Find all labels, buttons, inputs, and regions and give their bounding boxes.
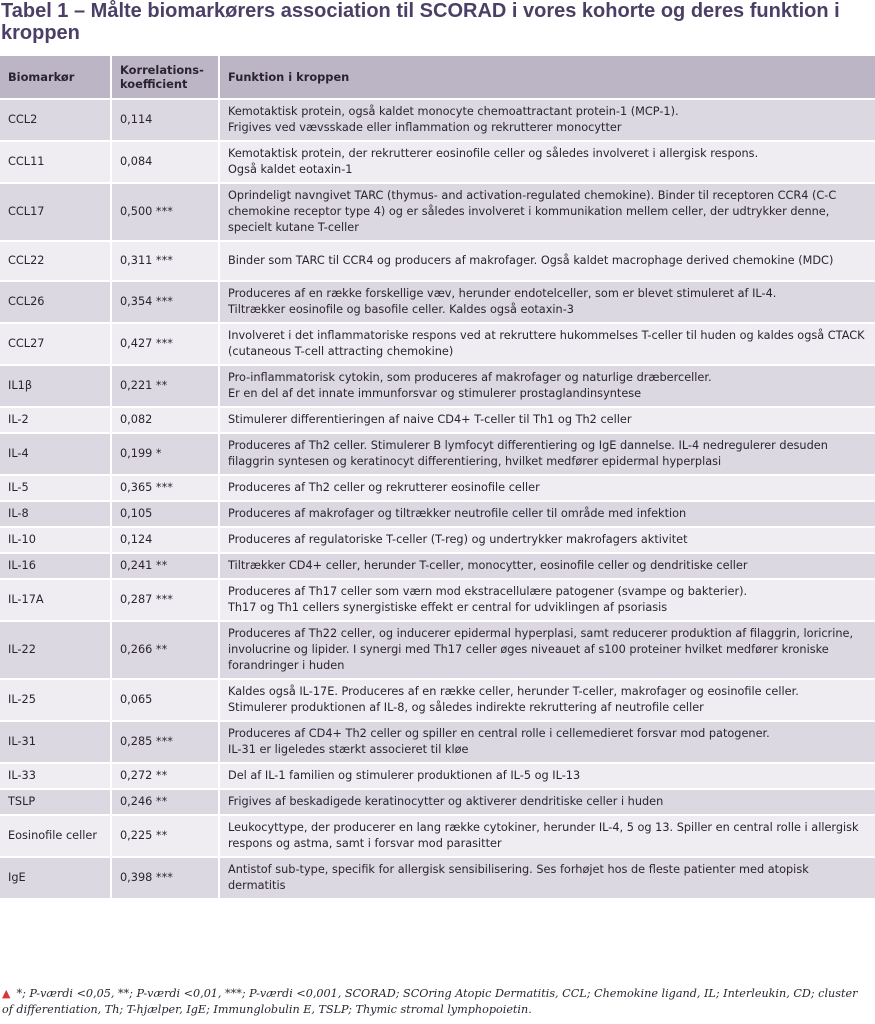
cell-correlation: 0,354 *** [112,282,220,322]
function-line: IL-31 er ligeledes stærkt associeret til kløe [228,743,469,756]
cell-function [220,554,875,578]
cell-function [220,184,875,240]
function-line: Pro-inflammatorisk cytokin, som produceres af makrofager og naturlige dræberceller. [228,371,712,384]
function-line: Produceres af regulatoriske T-celler (T-reg) og undertrykker makrofagers aktivitet [228,533,688,546]
cell-function [220,324,875,364]
cell-correlation: 0,082 [112,408,220,432]
function-line: Produceres af Th17 celler som værn mod ekstracellulære patogener (svampe og bakterier). [228,585,748,598]
cell-correlation: 0,241 ** [112,554,220,578]
table-row [0,184,875,240]
cell-biomarker: TSLP [0,790,112,814]
table-row [0,622,875,678]
function-line: Th17 og Th1 cellers synergistiske effekt er central for udviklingen af psoriasis [228,601,668,614]
table-row [0,722,875,762]
function-line: Produceres af Th2 celler. Stimulerer B lymfocyt differentiering og IgE dannelse. IL-4 nedregulerer desuden filaggrin syntesen og keratinocyt differentiering, hvilket medfører epidermal hyperplasi [228,439,828,468]
function-line: Kemotaktisk protein, også kaldet monocyte chemoattractant protein-1 (MCP-1). [228,105,679,118]
table-row [0,764,875,788]
table-row [0,680,875,720]
header-correlation: Korrelations-koefficient [112,56,220,98]
cell-biomarker: Eosinofile celler [0,816,112,856]
cell-biomarker: IL-17A [0,580,112,620]
footnote [2,986,870,1018]
table-row [0,324,875,364]
cell-function [220,434,875,474]
cell-function [220,790,875,814]
cell-correlation: 0,285 *** [112,722,220,762]
cell-biomarker: IL-4 [0,434,112,474]
function-line: Også kaldet eotaxin-1 [228,163,353,176]
function-line: Produceres af makrofager og tiltrækker neutrofile celler til område med infektion [228,507,687,520]
table-row [0,100,875,140]
function-line: Tiltrækker eosinofile og basofile celler. Kaldes også eotaxin-3 [228,303,574,316]
cell-function [220,476,875,500]
table-row [0,142,875,182]
cell-biomarker: CCL22 [0,242,112,280]
cell-function [220,502,875,526]
cell-function [220,858,875,898]
cell-function [220,722,875,762]
function-line: Involveret i det inflammatoriske respons ved at rekruttere hukommelses T-celler til huden og kaldes også CTACK (cutaneous T-cell attracting chemokine) [228,329,865,358]
cell-biomarker: CCL11 [0,142,112,182]
table-row [0,434,875,474]
function-line: Oprindeligt navngivet TARC (thymus- and activation-regulated chemokine). Binder til receptoren CCR4 (C-C chemokine receptor type 4) og er således involveret i kommunikation mellem celler, der udtrykker denne, specielt kutane T-celler [228,189,837,234]
cell-correlation: 0,221 ** [112,366,220,406]
cell-correlation: 0,084 [112,142,220,182]
table-row [0,528,875,552]
cell-function [220,816,875,856]
function-line: Frigives ved vævsskade eller inflammation og rekrutterer monocytter [228,121,622,134]
cell-function [220,680,875,720]
function-line: Frigives af beskadigede keratinocytter og aktiverer dendritiske celler i huden [228,795,664,808]
table-row [0,476,875,500]
cell-biomarker: IL1β [0,366,112,406]
cell-correlation: 0,105 [112,502,220,526]
cell-correlation: 0,500 *** [112,184,220,240]
cell-correlation: 0,065 [112,680,220,720]
cell-correlation: 0,427 *** [112,324,220,364]
table-row [0,282,875,322]
cell-biomarker: IL-16 [0,554,112,578]
function-line: Stimulerer differentieringen af naive CD4+ T-celler til Th1 og Th2 celler [228,413,632,426]
table-row [0,790,875,814]
cell-function [220,142,875,182]
cell-correlation: 0,266 ** [112,622,220,678]
cell-correlation: 0,287 *** [112,580,220,620]
function-line: Tiltrækker CD4+ celler, herunder T-celler, monocytter, eosinofile celler og dendritiske celler [228,559,748,572]
cell-function [220,408,875,432]
table-row [0,816,875,856]
cell-correlation: 0,124 [112,528,220,552]
function-line: Del af IL-1 familien og stimulerer produktionen af IL-5 og IL-13 [228,769,581,782]
cell-function [220,100,875,140]
footnote-text: *; P-værdi <0,05, **; P-værdi <0,01, ***; P-værdi <0,001, SCORAD; SCOring Atopic Dermatitis, CCL; Chemokine ligand, IL; Interleukin, CD; cluster of differentiation, Th; T-hjælper, IgE; Immunglobulin E, TSLP; Thymic stromal lymphopoietin. [2,987,858,1016]
cell-biomarker: CCL27 [0,324,112,364]
function-line: Produceres af Th2 celler og rekrutterer eosinofile celler [228,481,540,494]
function-line: Produceres af Th22 celler, og inducerer epidermal hyperplasi, samt reducerer produktion af filaggrin, loricrine, involucrine og lipider. I synergi med Th17 celler øges niveauet af s100 proteiner hvilket medfører kroniske forandringer i huden [228,627,854,672]
table-row [0,502,875,526]
function-line: Leukocyttype, der producerer en lang række cytokiner, herunder IL-4, 5 og 13. Spiller en central rolle i allergisk respons og astma, samt i forsvar mod parasitter [228,821,859,850]
cell-biomarker: IL-33 [0,764,112,788]
function-line: Antistof sub-type, specifik for allergisk sensibilisering. Ses forhøjet hos de fleste patienter med atopisk dermatitis [228,863,809,892]
cell-correlation: 0,225 ** [112,816,220,856]
cell-function [220,580,875,620]
biomarker-table [0,54,875,900]
cell-biomarker: IL-8 [0,502,112,526]
table-row [0,580,875,620]
cell-correlation: 0,272 ** [112,764,220,788]
cell-biomarker: CCL17 [0,184,112,240]
cell-biomarker: IL-10 [0,528,112,552]
cell-biomarker: CCL2 [0,100,112,140]
cell-function [220,366,875,406]
cell-function [220,622,875,678]
table-row [0,242,875,280]
cell-biomarker: IL-31 [0,722,112,762]
cell-function [220,282,875,322]
function-line: Binder som TARC til CCR4 og producers af makrofager. Også kaldet macrophage derived chemokine (MDC) [228,254,834,267]
cell-biomarker: IL-5 [0,476,112,500]
cell-biomarker: IL-2 [0,408,112,432]
cell-correlation: 0,398 *** [112,858,220,898]
table-header-row [0,56,875,98]
function-line: Produceres af en række forskellige væv, herunder endotelceller, som er blevet stimuleret af IL-4. [228,287,777,300]
cell-function [220,528,875,552]
table-title: Tabel 1 – Målte biomarkørers association til SCORAD i vores kohorte og deres funktion i kroppen [1,0,840,44]
function-line: Kaldes også IL-17E. Produceres af en række celler, herunder T-celler, makrofager og eosinofile celler. [228,685,799,698]
table-row [0,554,875,578]
cell-biomarker: CCL26 [0,282,112,322]
table-row [0,858,875,898]
cell-biomarker: IL-22 [0,622,112,678]
cell-correlation: 0,114 [112,100,220,140]
cell-biomarker: IgE [0,858,112,898]
table-row [0,408,875,432]
header-biomarker: Biomarkør [0,56,112,98]
function-line: Kemotaktisk protein, der rekrutterer eosinofile celler og således involveret i allergisk respons. [228,147,759,160]
function-line: Stimulerer produktionen af IL-8, og således indirekte rekruttering af neutrofile celler [228,701,704,714]
function-line: Er en del af det innate immunforsvar og stimulerer prostaglandinsyntese [228,387,642,400]
table-row [0,366,875,406]
cell-biomarker: IL-25 [0,680,112,720]
triangle-marker-icon: ▲ [2,987,11,1000]
cell-correlation: 0,311 *** [112,242,220,280]
header-function: Funktion i kroppen [220,56,875,98]
cell-function [220,764,875,788]
cell-function [220,242,875,280]
function-line: Produceres af CD4+ Th2 celler og spiller en central rolle i cellemedieret forsvar mod patogener. [228,727,770,740]
cell-correlation: 0,365 *** [112,476,220,500]
cell-correlation: 0,246 ** [112,790,220,814]
cell-correlation: 0,199 * [112,434,220,474]
